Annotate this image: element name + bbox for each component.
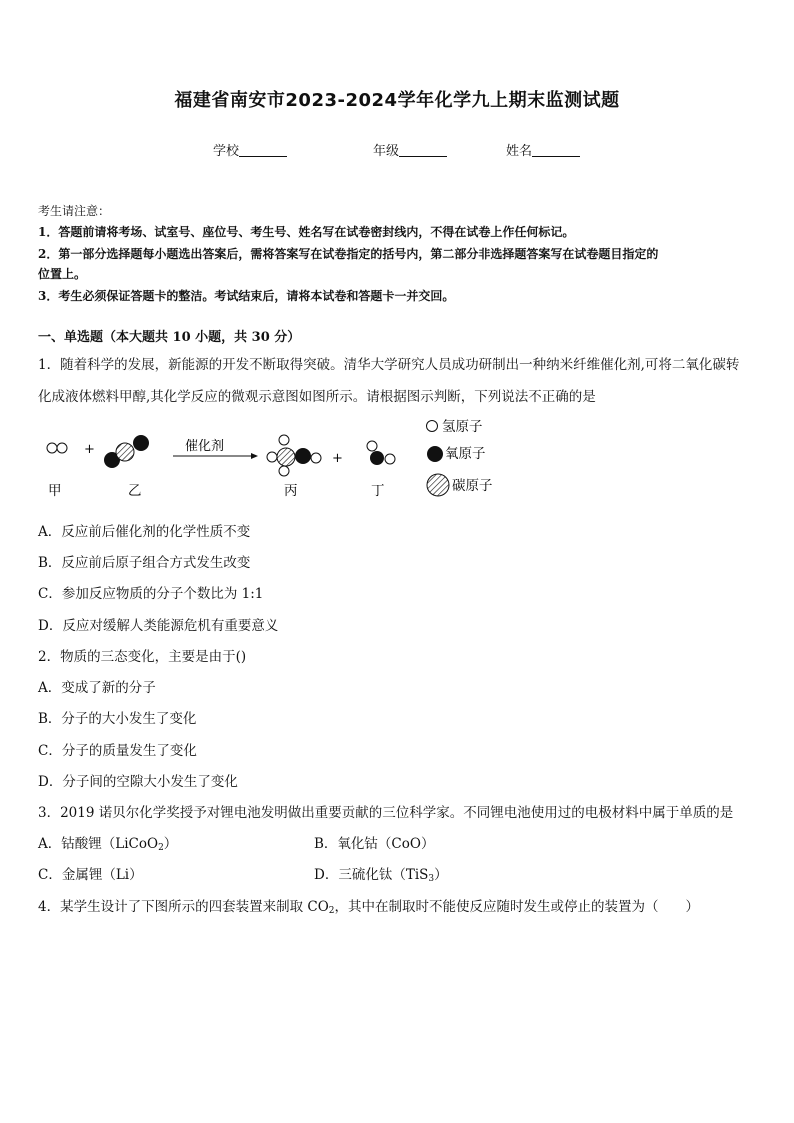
q3-option-b: B．氧化钴（CoO）	[314, 836, 435, 852]
notes-heading: 考生请注意：	[38, 204, 111, 218]
label-yi: 乙	[128, 483, 142, 499]
carbon-legend-icon	[427, 474, 449, 496]
plus-sign: +	[332, 451, 343, 466]
q3-option-d-text: D．三硫化钛（TiS	[314, 867, 429, 883]
q1-stem-line2: 化成液体燃料甲醇,其化学反应的微观示意图如图所示。请根据图示判断，下列说法不正确的是	[38, 389, 596, 405]
school-field	[213, 140, 287, 159]
hydrogen-legend-icon	[427, 421, 438, 432]
q1-option-d: D．反应对缓解人类能源危机有重要意义	[38, 618, 279, 634]
q3-option-a	[38, 832, 177, 853]
q2-option-a: A．变成了新的分子	[38, 680, 156, 696]
note-item: 3．考生必须保证答题卡的整洁。考试结束后，请将本试卷和答题卡一并交回。	[38, 289, 455, 303]
note-item: 1．答题前请将考场、试室号、座位号、考生号、姓名写在试卷密封线内，不得在试卷上作任何标记。	[38, 225, 575, 239]
name-field	[506, 140, 580, 159]
diagram-legend	[427, 419, 493, 496]
q2-option-c: C．分子的质量发生了变化	[38, 743, 197, 759]
q2-option-b: B．分子的大小发生了变化	[38, 711, 197, 727]
q1-stem-line1: 1．随着科学的发展，新能源的开发不断取得突破。清华大学研究人员成功研制出一种纳米纤维催化剂,可将二氧化碳转	[38, 357, 740, 373]
label-ding: 丁	[371, 483, 385, 499]
page-title: 福建省南安市2023-2024学年化学九上期末监测试题	[174, 90, 620, 111]
name-blank	[532, 144, 580, 157]
q3-option-d	[314, 863, 448, 884]
q2-option-d: D．分子间的空隙大小发生了变化	[38, 774, 238, 790]
molecule-bing	[267, 435, 321, 476]
q1-option-c: C．参加反应物质的分子个数比为 1:1	[38, 586, 264, 602]
q4-stem-post: ，其中在制取时不能使反应随时发生或停止的装置为（ ）	[334, 899, 700, 915]
q3-option-c: C．金属锂（Li）	[38, 867, 143, 883]
grade-label: 年级	[373, 144, 400, 159]
q3-stem: 3．2019 诺贝尔化学奖授予对锂电池发明做出重要贡献的三位科学家。不同锂电池使用过的电极材料中属于单质的是	[38, 805, 734, 821]
grade-field	[373, 140, 447, 159]
oxygen-legend-icon	[427, 446, 443, 462]
legend-oxygen: 氧原子	[445, 446, 486, 462]
q3-option-a-text: A．钴酸锂（LiCoO	[38, 836, 159, 852]
q3-option-d-end: ）	[434, 867, 448, 883]
reaction-diagram	[38, 414, 518, 504]
molecule-yi	[104, 435, 149, 468]
note-item: 2．第一部分选择题每小题选出答案后，需将答案写在试卷指定的括号内，第二部分非选择题答案写在试卷题目指定的	[38, 247, 659, 261]
q1-option-a: A．反应前后催化剂的化学性质不变	[38, 524, 251, 540]
q3-option-a-sub: 2	[158, 843, 164, 853]
q4-stem-sub: 2	[328, 906, 335, 916]
name-label: 姓名	[506, 144, 533, 159]
q3-option-a-end: ）	[163, 836, 178, 852]
school-label: 学校	[213, 144, 240, 159]
arrow-head	[251, 453, 258, 459]
molecule-jia	[47, 443, 67, 453]
label-jia: 甲	[48, 483, 62, 499]
q4-stem	[38, 895, 699, 916]
label-bing: 丙	[284, 483, 298, 499]
school-blank	[239, 144, 287, 157]
q4-stem-pre: 4．某学生设计了下图所示的四套装置来制取 CO	[38, 899, 329, 915]
note-item: 位置上。	[38, 267, 87, 281]
molecule-ding	[367, 441, 395, 465]
legend-carbon: 碳原子	[452, 478, 493, 494]
q3-option-d-sub: 3	[428, 874, 435, 884]
q2-stem: 2．物质的三态变化，主要是由于()	[38, 649, 247, 665]
grade-blank	[399, 144, 447, 157]
legend-hydrogen: 氢原子	[442, 419, 483, 435]
section-title: 一、单选题（本大题共 10 小题，共 30 分）	[38, 330, 301, 345]
catalyst-label: 催化剂	[185, 439, 225, 454]
q1-option-b: B．反应前后原子组合方式发生改变	[38, 555, 251, 571]
plus-sign: +	[84, 442, 95, 457]
